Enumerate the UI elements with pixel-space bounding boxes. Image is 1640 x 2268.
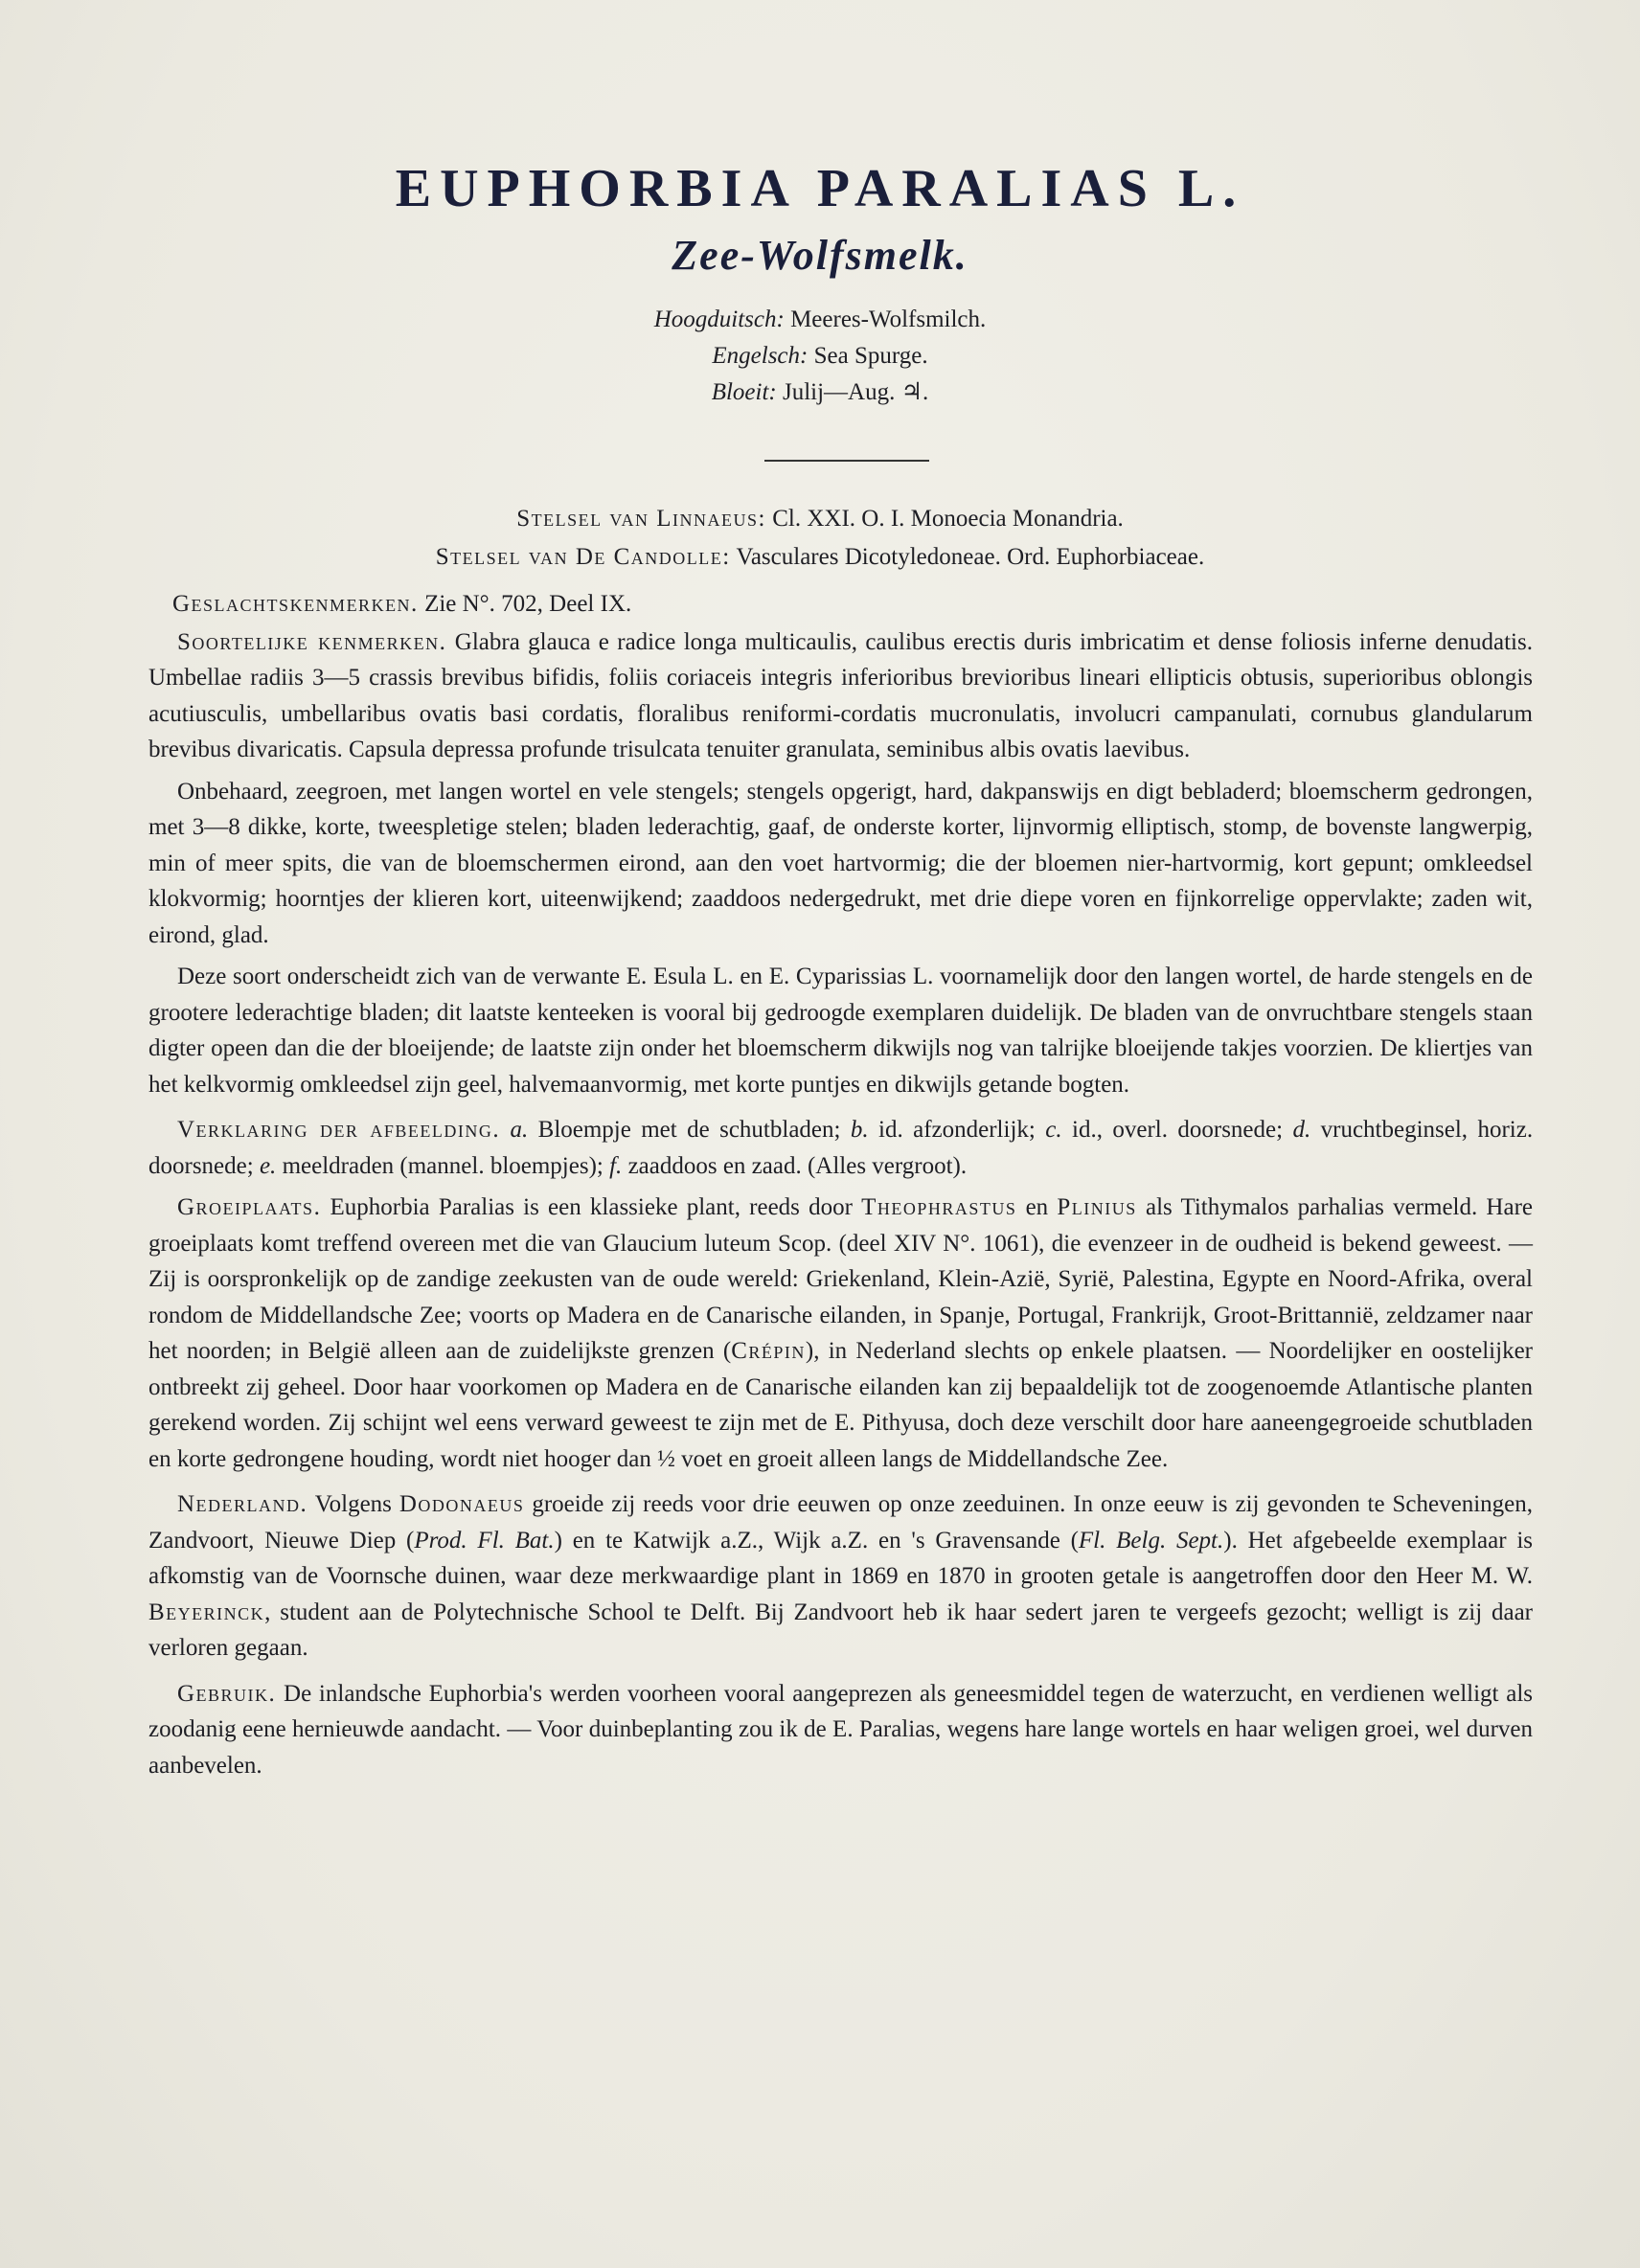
name-label: Engelsch: bbox=[712, 343, 809, 369]
figure-key: c. bbox=[1045, 1117, 1062, 1143]
paragraph-text: groeide zij reeds voor drie eeuwen op onze zeeduinen. In onze eeuw is zij gevonden te Scheveningen, Zandvoort, Nieuwe Diep ( bbox=[148, 1491, 1533, 1554]
section-label: Verklaring der afbeelding. bbox=[177, 1117, 501, 1143]
figure-key-text: id. afzonderlijk; bbox=[878, 1117, 1036, 1143]
figure-key: b. bbox=[850, 1117, 869, 1143]
paragraph-text: en bbox=[1025, 1194, 1049, 1220]
figure-key: a. bbox=[510, 1117, 529, 1143]
paragraph-onderscheid: Deze soort onderscheidt zich van de verwante E. Esula L. en E. Cyparissias L. voornamelijk door den langen wortel, de harde stengels en de grootere lederachtige bladen; dit laatste kenteeken is vooral bij gedroogde exemplaren duidelijk. De bladen van de onvruchtbare stengels staan digter opeen dan die der bloeijende; de laatste zijn onder het bloemscherm dikwijls nog van talrijke bloeijende takjes voorzien. De kliertjes van het kelkvormig omkleedsel zijn geel, halvemaanvormig, met korte puntjes en dikwijls getande bogten. bbox=[148, 964, 1533, 1098]
system-text: Cl. XXI. O. I. Monoecia Monandria. bbox=[772, 506, 1124, 532]
paragraph-text: , student aan de Polytechnische School te Delft. Bij Zandvoort heb ik haar sedert jaren te vergeefs gezocht; welligt is zij daar verloren gegaan. bbox=[148, 1599, 1533, 1661]
section-label: Groeiplaats. bbox=[177, 1194, 322, 1220]
paragraph-text: Euphorbia Paralias is een klassieke plant, reeds door bbox=[330, 1194, 853, 1220]
section-label: Gebruik. bbox=[177, 1680, 277, 1707]
figure-key: e. bbox=[259, 1152, 277, 1179]
paragraph-text: ) en te Katwijk a.Z., Wijk a.Z. en 's Gravensande ( bbox=[554, 1527, 1079, 1554]
paragraph-text: De inlandsche Euphorbia's werden voorheen vooral aangeprezen als geneesmiddel tegen de waterzucht, en verdienen welligt als zoodanig eene hernieuwde aandacht. — Voor duinbeplanting zou ik de E. Paralias, wegens hare lange wortels en haar weligen groei, wel durven aanbevelen. bbox=[148, 1680, 1534, 1779]
system-text: Vasculares Dicotyledoneae. Ord. Euphorbiaceae. bbox=[736, 544, 1205, 570]
system-label: Stelsel van De Candolle: bbox=[435, 544, 731, 570]
paragraph-verklaring bbox=[148, 1112, 1533, 1184]
author-name: Beyerinck bbox=[148, 1599, 265, 1625]
paragraph-text: Zie N°. 702, Deel IX. bbox=[424, 591, 632, 617]
classification-systems bbox=[0, 500, 1640, 577]
figure-key: d. bbox=[1292, 1117, 1311, 1143]
page-title: EUPHORBIA PARALIAS L. bbox=[395, 159, 1245, 218]
name-value: Julij—Aug. ♃. bbox=[782, 379, 929, 405]
name-english bbox=[0, 338, 1640, 374]
figure-key: f. bbox=[609, 1152, 623, 1179]
paragraph-text: als Tithymalos parhalias vermeld. Hare groeiplaats komt treffend overeen met die van Glaucium luteum Scop. (deel XIV N°. 1061), die evenzeer in de oudheid is bekend geweest. — Zij is oorspronkelijk op de zandige zeekusten van de oude wereld: Griekenland, Klein-Azië, Syrië, Palestina, Egypte en Noord-Afrika, overal rondom de Middellandsche Zee; voorts op Madera en de Canarische eilanden, in Spanje, Portugal, Frankrijk, Groot-Brittannië, zeldzamer naar het noorden; in België alleen aan de zuidelijkste grenzen ( bbox=[148, 1194, 1533, 1364]
paragraph-text: Glabra glauca e radice longa multicaulis, caulibus erectis duris imbricatim et dense foliosis inferne denudatis. Umbellae radiis 3—5 crassis brevibus bifidis, foliis coriaceis integris inferioribus brevioribus lineari ellipticis obtusis, superioribus oblongis acutiusculis, umbellaribus ovatis basi cordatis, floralibus reniformi-cordatis mucronulatis, involucri campanulati, cornubus glandularum brevibus divaricatis. Capsula depressa profunde trisulcata tenuiter granulata, seminibus albis ovatis laevibus. bbox=[148, 628, 1533, 762]
system-linnaeus bbox=[0, 500, 1640, 538]
name-bloeit bbox=[0, 374, 1640, 411]
paragraph-text: ), in Nederland slechts op enkele plaatsen. — Noordelijker en oostelijker ontbreekt zij geheel. Door haar voorkomen op Madera en de Canarische eilanden kan zij bepaaldelijk tot de zoogenoemde Atlantische planten gerekend worden. Zij schijnt wel eens verward geweest te zijn met de E. Pithyusa, doch deze verschilt door hare aaneengegroeide schutbladen en korte gedrongene houding, wordt niet hooger dan ½ voet en groeit alleen langs de Middellandsche Zee. bbox=[148, 1338, 1533, 1472]
figure-key-text: id., overl. doorsnede; bbox=[1072, 1117, 1284, 1143]
page-subtitle: Zee-Wolfsmelk. bbox=[672, 232, 968, 279]
figure-key-text: Bloempje met de schutbladen; bbox=[537, 1117, 841, 1143]
paragraph-text: ). Het afgebeelde exemplaar is afkomstig van de Voornsche duinen, waar deze merkwaardige plant in 1869 en 1870 in grooten getale is aangetroffen door den Heer M. W. bbox=[148, 1527, 1533, 1589]
system-candolle bbox=[0, 538, 1640, 577]
name-label: Bloeit: bbox=[711, 379, 777, 405]
figure-key-text: vruchtbeginsel, horiz. doorsnede; bbox=[148, 1117, 1534, 1179]
paragraph-gebruik bbox=[148, 1676, 1533, 1784]
paragraph-soort bbox=[148, 624, 1533, 768]
section-label: Soortelijke kenmerken. bbox=[177, 628, 447, 655]
author-name: Dodonaeus bbox=[399, 1491, 525, 1517]
paragraph-groeiplaats bbox=[148, 1190, 1533, 1477]
name-label: Hoogduitsch: bbox=[653, 306, 785, 332]
system-label: Stelsel van Linnaeus: bbox=[516, 506, 766, 532]
citation: Fl. Belg. Sept. bbox=[1078, 1527, 1224, 1554]
divider bbox=[764, 460, 929, 462]
figure-key-text: meeldraden (mannel. bloempjes); bbox=[282, 1152, 604, 1179]
paragraph-beschrijving: Onbehaard, zeegroen, met langen wortel en vele stengels; stengels opgerigt, hard, dakpanswijs en digt bebladerd; bloemscherm gedrongen, met 3—8 dikke, korte, tweespletige stelen; bladen lederachtig, gaaf, de onderste korter, lijnvormig elliptisch, stomp, de bovenste langwerpig, min of meer spits, die van de bloemschermen eirond, aan den voet hartvormig; die der bloemen nier-hartvormig, kort gepunt; omkleedsel klokvormig; hoorntjes der klieren kort, uiteenwijkend; zaaddoos nedergedrukt, met drie diepe voren en fijnkorrelige oppervlakte; zaden wit, eirond, glad. bbox=[148, 778, 1533, 948]
citation: Prod. Fl. Bat. bbox=[414, 1527, 555, 1554]
author-name: Crépin bbox=[731, 1338, 806, 1364]
author-name: Theophrastus bbox=[861, 1194, 1017, 1220]
body-text bbox=[148, 586, 1533, 1789]
figure-key-text: zaaddoos en zaad. (Alles vergroot). bbox=[627, 1152, 968, 1179]
name-german bbox=[0, 302, 1640, 338]
name-value: Meeres-Wolfsmilch. bbox=[790, 306, 987, 332]
paragraph-text: Volgens bbox=[314, 1491, 392, 1517]
section-label: Nederland. bbox=[177, 1491, 308, 1517]
header bbox=[0, 158, 1640, 411]
section-label: Geslachtskenmerken. bbox=[172, 591, 419, 617]
paragraph-nederland bbox=[148, 1486, 1533, 1667]
name-value: Sea Spurge. bbox=[813, 343, 928, 369]
paragraph-geslacht bbox=[148, 586, 1533, 623]
author-name: Plinius bbox=[1057, 1194, 1137, 1220]
